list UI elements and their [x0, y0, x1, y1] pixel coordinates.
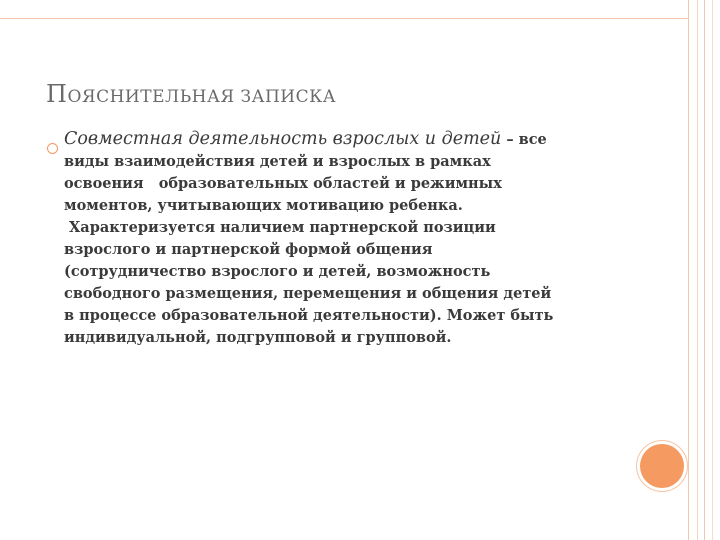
paragraph-line: моментов, учитывающих мотивацию ребенка. [64, 197, 463, 214]
decor-line [697, 0, 698, 540]
paragraph-line: свободного размещения, перемещения и общения детей [64, 285, 552, 302]
decor-line [688, 0, 689, 540]
paragraph-line: (сотрудничество взрослого и детей, возможность [64, 263, 491, 280]
title-initial: П [46, 80, 68, 108]
title-rest: ОЯСНИТЕЛЬНАЯ ЗАПИСКА [67, 87, 337, 107]
bullet-paragraph [64, 128, 624, 349]
bullet-icon [47, 143, 58, 154]
paragraph-line: взрослого и партнерской формой общения [64, 241, 433, 258]
decor-line [712, 0, 713, 540]
decor-line [704, 0, 705, 540]
paragraph-line: виды взаимодействия детей и взрослых в рамках [64, 153, 491, 170]
slide-title [46, 80, 336, 108]
paragraph-line: индивидуальной, подгрупповой и групповой. [64, 329, 452, 346]
top-divider [0, 18, 689, 19]
decor-circle [640, 444, 684, 488]
lead-term: Совместная деятельность взрослых и детей [64, 129, 502, 149]
paragraph-line: в процессе образовательной деятельности). Может быть [64, 307, 554, 324]
paragraph-line: освоения образовательных областей и режимных [64, 175, 502, 192]
lead-tail: – все [501, 131, 547, 148]
paragraph-line-first [64, 128, 624, 151]
paragraph-line: Характеризуется наличием партнерской позиции [64, 219, 496, 236]
